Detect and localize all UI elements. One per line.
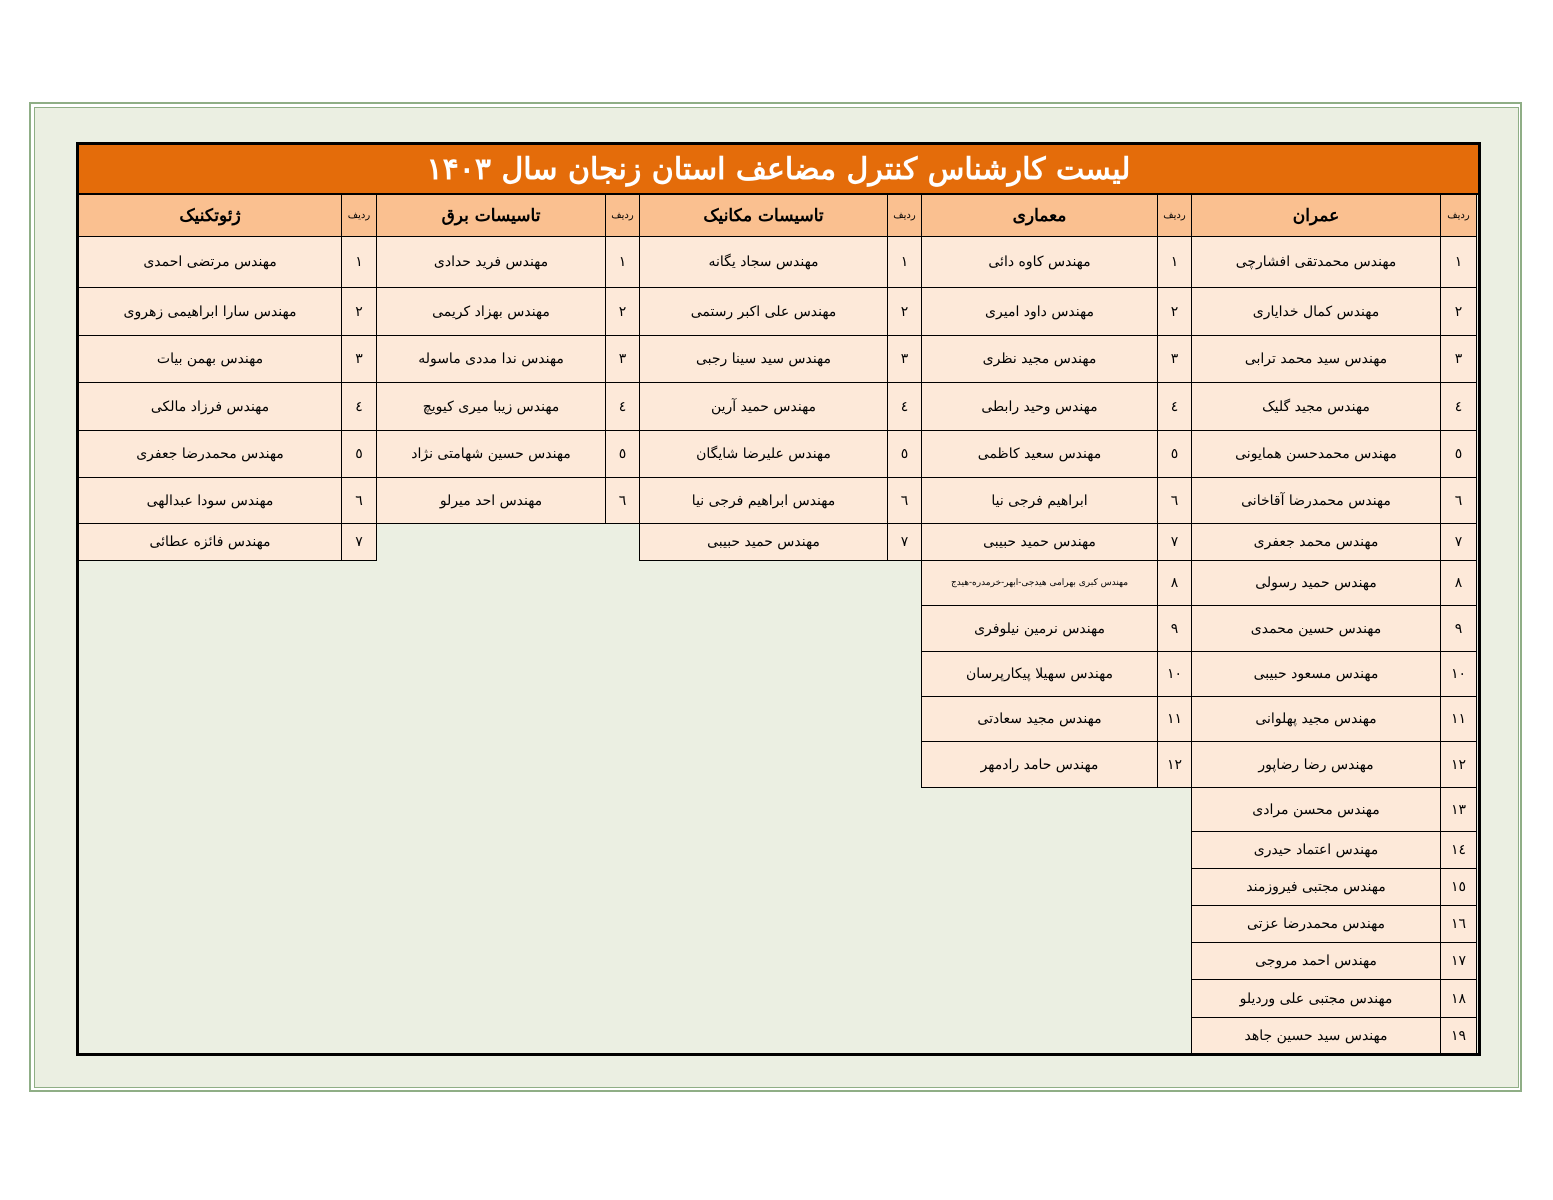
column-divider: [1191, 195, 1192, 788]
table-cell-name: مهندس مجید گلیک: [1191, 383, 1440, 431]
table-cell-row-number: ۱۲: [1440, 742, 1476, 788]
table-cell-name: مهندس محمدرضا عزتی: [1191, 906, 1440, 943]
table-cell-name: مهندس کمال خدایاری: [1191, 288, 1440, 336]
table-cell-row-number: ۱۷: [1440, 943, 1476, 980]
table-cell-row-number: ۱۱: [1157, 697, 1191, 742]
table-cell-name: مهندس حمید آرین: [639, 383, 887, 431]
table-cell-row-number: ٥: [1440, 431, 1476, 478]
table-cell-name: مهندس علی اکبر رستمی: [639, 288, 887, 336]
table-cell-name: مهندس رضا رضاپور: [1191, 742, 1440, 788]
table-cell-row-number: ٦: [605, 478, 639, 524]
table-cell-row-number: ٤: [1157, 383, 1191, 431]
table-cell-row-number: ۱: [1440, 237, 1476, 288]
table-cell-row-number: ۹: [1440, 606, 1476, 652]
table-cell-row-number: ٤: [887, 383, 921, 431]
table-cell-name: مهندس مجید نظری: [921, 336, 1157, 383]
page-title: لیست کارشناس کنترل مضاعف استان زنجان سال ۱۴۰۳: [426, 151, 1131, 187]
column-divider: [921, 195, 922, 561]
table-cell-name: مهندس علیرضا شایگان: [639, 431, 887, 478]
table-cell-name: مهندس احد میرلو: [376, 478, 605, 524]
table-cell-row-number: ۱٤: [1440, 832, 1476, 869]
table-cell-name: مهندس مجتبی علی وردیلو: [1191, 980, 1440, 1018]
row-number-heading: ردیف: [605, 195, 639, 237]
table-cell-name: مهندس سید سینا رجبی: [639, 336, 887, 383]
table-cell-row-number: ۲: [1157, 288, 1191, 336]
table-cell-row-number: ۱۸: [1440, 980, 1476, 1018]
table-cell-name: مهندس محمدرضا جعفری: [79, 431, 341, 478]
column-divider: [1476, 195, 1477, 1054]
table-cell-name: مهندس سارا ابراهیمی زهروی: [79, 288, 341, 336]
table-cell-name: مهندس سجاد یگانه: [639, 237, 887, 288]
table-cell-row-number: ٦: [1440, 478, 1476, 524]
table-cell-row-number: ۳: [605, 336, 639, 383]
roster-table: [76, 142, 1481, 1056]
table-cell-row-number: ۱۹: [1440, 1018, 1476, 1054]
table-cell-name: مهندس مجید سعادتی: [921, 697, 1157, 742]
table-cell-row-number: ۱: [887, 237, 921, 288]
table-cell-row-number: ۹: [1157, 606, 1191, 652]
table-cell-name: مهندس محمد جعفری: [1191, 524, 1440, 561]
table-cell-name: مهندس فرید حدادی: [376, 237, 605, 288]
table-cell-name: مهندس ندا مددی ماسوله: [376, 336, 605, 383]
table-cell-name: مهندس محمدرضا آقاخانی: [1191, 478, 1440, 524]
table-cell-row-number: ٥: [341, 431, 376, 478]
table-cell-name: مهندس احمد مروجی: [1191, 943, 1440, 980]
table-cell-name: مهندس مجتبی فیروزمند: [1191, 869, 1440, 906]
column-heading-memari: معماری: [921, 195, 1157, 237]
table-cell-row-number: ۲: [887, 288, 921, 336]
table-cell-name: ابراهیم فرجی نیا: [921, 478, 1157, 524]
title-bar: [79, 145, 1478, 195]
table-cell-row-number: ۱۳: [1440, 788, 1476, 832]
table-cell-row-number: ۷: [1440, 524, 1476, 561]
table-cell-name: مهندس سید محمد ترابی: [1191, 336, 1440, 383]
table-cell-name: مهندس حمید رسولی: [1191, 561, 1440, 606]
table-cell-name: مهندس فرزاد مالکی: [79, 383, 341, 431]
table-cell-name: مهندس سید حسین جاهد: [1191, 1018, 1440, 1054]
table-cell-row-number: ۱۰: [1440, 652, 1476, 697]
table-cell-name: مهندس مسعود حبیبی: [1191, 652, 1440, 697]
table-cell-name: مهندس حمید حبیبی: [639, 524, 887, 561]
table-cell-row-number: ۷: [1157, 524, 1191, 561]
table-cell-row-number: ۱۲: [1157, 742, 1191, 788]
column-heading-omran: عمران: [1191, 195, 1440, 237]
table-cell-name: مهندس حسین شهامتی نژاد: [376, 431, 605, 478]
table-cell-name: مهندس محسن مرادی: [1191, 788, 1440, 832]
column-divider: [639, 195, 640, 524]
table-cell-row-number: ٤: [1440, 383, 1476, 431]
row-number-heading: ردیف: [887, 195, 921, 237]
table-cell-row-number: ۱: [605, 237, 639, 288]
column-heading-geotech: ژئوتکنیک: [79, 195, 341, 237]
column-heading-mekanik: تاسیسات مکانیک: [639, 195, 887, 237]
table-cell-row-number: ۱٥: [1440, 869, 1476, 906]
table-cell-row-number: ۳: [1157, 336, 1191, 383]
table-cell-row-number: ٥: [887, 431, 921, 478]
table-cell-name: مهندس سودا عبدالهی: [79, 478, 341, 524]
table-cell-name: مهندس بهمن بیات: [79, 336, 341, 383]
table-cell-row-number: ٦: [1157, 478, 1191, 524]
table-cell-name: مهندس مرتضی احمدی: [79, 237, 341, 288]
table-cell-row-number: ۳: [341, 336, 376, 383]
table-cell-name: مهندس مجید پهلوانی: [1191, 697, 1440, 742]
table-cell-row-number: ۱۰: [1157, 652, 1191, 697]
table-cell-row-number: ٤: [605, 383, 639, 431]
table-cell-row-number: ۲: [1440, 288, 1476, 336]
table-cell-name: مهندس کبری بهرامی هیدجی-ابهر-خرمدره-هیدج: [921, 561, 1157, 606]
table-cell-name: مهندس بهزاد کریمی: [376, 288, 605, 336]
table-cell-name: مهندس محمدحسن همایونی: [1191, 431, 1440, 478]
table-cell-row-number: ۷: [341, 524, 376, 561]
table-cell-name: مهندس اعتماد حیدری: [1191, 832, 1440, 869]
table-cell-row-number: ۱۱: [1440, 697, 1476, 742]
table-cell-row-number: ۱: [341, 237, 376, 288]
row-number-heading: ردیف: [341, 195, 376, 237]
table-cell-name: مهندس محمدتقی افشارچی: [1191, 237, 1440, 288]
table-cell-row-number: ٥: [605, 431, 639, 478]
column-divider: [376, 195, 377, 561]
table-cell-name: مهندس حامد رادمهر: [921, 742, 1157, 788]
table-cell-row-number: ٦: [887, 478, 921, 524]
table-cell-row-number: ٤: [341, 383, 376, 431]
table-cell-row-number: ۸: [1440, 561, 1476, 606]
table-cell-row-number: ۷: [887, 524, 921, 561]
column-heading-bargh: تاسیسات برق: [376, 195, 605, 237]
table-cell-row-number: ۳: [887, 336, 921, 383]
row-number-heading: ردیف: [1157, 195, 1191, 237]
table-cell-row-number: ۸: [1157, 561, 1191, 606]
table-cell-row-number: ۲: [605, 288, 639, 336]
table-cell-name: مهندس کاوه دائی: [921, 237, 1157, 288]
table-cell-row-number: ٦: [341, 478, 376, 524]
table-cell-row-number: ۱: [1157, 237, 1191, 288]
table-cell-name: مهندس حمید حبیبی: [921, 524, 1157, 561]
table-cell-name: مهندس نرمین نیلوفری: [921, 606, 1157, 652]
table-cell-name: مهندس سهیلا پیکارپرسان: [921, 652, 1157, 697]
table-cell-name: مهندس حسین محمدی: [1191, 606, 1440, 652]
row-number-heading: ردیف: [1440, 195, 1476, 237]
table-cell-name: مهندس سعید کاظمی: [921, 431, 1157, 478]
table-cell-row-number: ۱٦: [1440, 906, 1476, 943]
table-cell-name: مهندس فائزه عطائی: [79, 524, 341, 561]
table-cell-row-number: ٥: [1157, 431, 1191, 478]
table-cell-row-number: ۲: [341, 288, 376, 336]
table-cell-name: مهندس داود امیری: [921, 288, 1157, 336]
table-cell-name: مهندس وحید رابطی: [921, 383, 1157, 431]
table-cell-name: مهندس زیبا میری کیویچ: [376, 383, 605, 431]
table-cell-row-number: ۳: [1440, 336, 1476, 383]
table-cell-name: مهندس ابراهیم فرجی نیا: [639, 478, 887, 524]
